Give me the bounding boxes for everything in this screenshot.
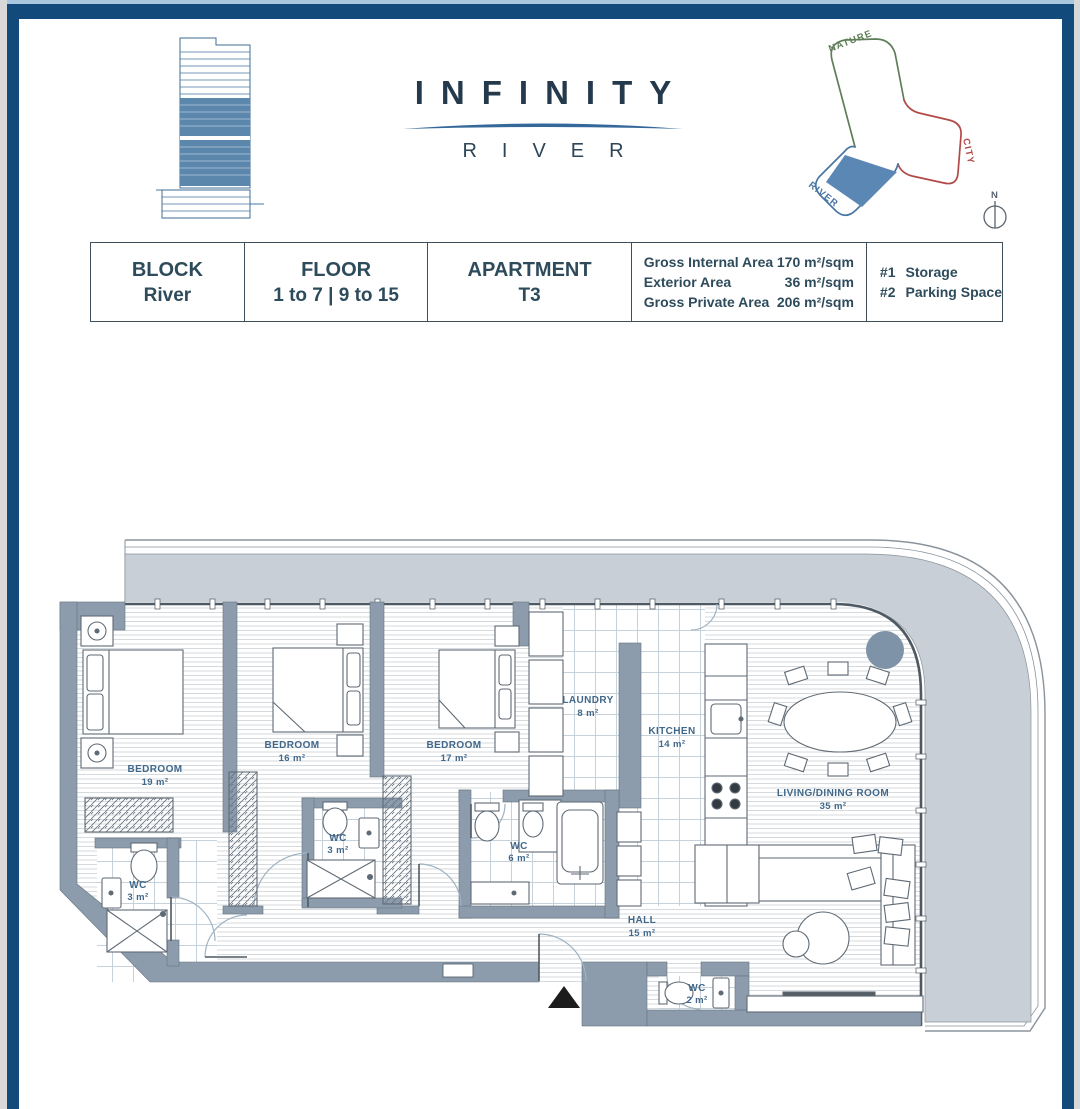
- pantry-icon: [617, 812, 641, 906]
- apartment-label: APARTMENT: [467, 258, 592, 281]
- floor-plan: [47, 528, 1057, 1056]
- apartment-cell: [428, 243, 631, 321]
- room-label: WC: [688, 983, 706, 994]
- nature-label: NATURE: [827, 28, 875, 55]
- svg-text:N: N: [991, 190, 1000, 201]
- room-area: 3 m²: [327, 845, 349, 856]
- room-label: WC: [329, 833, 347, 844]
- city-arm: [898, 100, 961, 184]
- room-label: BEDROOM: [264, 740, 320, 751]
- sink-icon: [102, 878, 121, 908]
- apartment-value: T3: [518, 284, 541, 306]
- page-border-top: [7, 4, 1074, 19]
- logo-title: INFINITY: [414, 74, 689, 111]
- toilet-icon: [323, 802, 347, 836]
- nightstand-icon: [81, 616, 113, 646]
- wardrobe-icon: [383, 776, 411, 904]
- room-label: WC: [510, 841, 528, 852]
- sink-icon: [359, 818, 379, 848]
- wardrobe-icon: [85, 798, 173, 832]
- room-area: 8 m²: [577, 708, 599, 719]
- bathtub-icon: [557, 802, 603, 884]
- vanity-icon: [471, 882, 529, 904]
- room-label: WC: [129, 880, 147, 891]
- compass-icon: [984, 190, 1006, 228]
- room-area: 16 m²: [278, 753, 306, 764]
- coffee-table-icon: [783, 931, 809, 957]
- room-label: HALL: [627, 915, 657, 926]
- entrance-arrow-icon: [548, 986, 580, 1008]
- shower-icon: [307, 860, 375, 898]
- tower-building-icon: [150, 28, 270, 233]
- room-label: KITCHEN: [648, 726, 696, 737]
- room-area: 35 m²: [819, 801, 847, 812]
- river-label: RIVER: [806, 179, 841, 210]
- room-area: 6 m²: [508, 853, 530, 864]
- room-label: LAUNDRY: [562, 695, 614, 706]
- room-area: 19 m²: [141, 777, 169, 788]
- toilet-icon: [131, 843, 157, 882]
- nightstand-icon: [81, 738, 113, 768]
- nightstand-icon: [495, 732, 519, 752]
- page-border-right: [1062, 4, 1074, 1109]
- extras-cell: [867, 243, 1002, 321]
- room-area: 17 m²: [440, 753, 468, 764]
- area-row: Gross Internal Area 170 m²/sqm: [643, 254, 854, 270]
- sink-icon: [713, 978, 729, 1008]
- extra-row: #2 Parking Space: [879, 284, 1002, 300]
- block-cell: [91, 243, 245, 321]
- bed-icon: [439, 650, 515, 728]
- swoosh-icon: [403, 121, 683, 133]
- nightstand-icon: [495, 626, 519, 646]
- room-area: 2 m²: [686, 995, 708, 1006]
- apartment-info-table: [90, 242, 1003, 322]
- hall-window: [443, 964, 473, 977]
- bidet-icon: [523, 803, 543, 837]
- bed-icon: [273, 648, 363, 732]
- room-label: LIVING/DINING ROOM: [776, 788, 890, 799]
- nightstand-icon: [337, 624, 363, 645]
- room-area: 15 m²: [628, 928, 656, 939]
- toilet-icon: [475, 803, 499, 841]
- room-label: BEDROOM: [127, 764, 183, 775]
- city-label: CITY: [960, 137, 977, 166]
- room-label: BEDROOM: [426, 740, 482, 751]
- floor-label: FLOOR: [301, 258, 372, 281]
- block-value: River: [143, 284, 192, 306]
- room-area: 14 m²: [658, 739, 686, 750]
- area-row: Gross Private Area 206 m²/sqm: [643, 294, 854, 310]
- logo: [373, 74, 713, 163]
- room-area: 3 m²: [127, 892, 149, 903]
- block-label: BLOCK: [131, 258, 203, 281]
- wardrobe-icon: [229, 772, 257, 906]
- area-row: Exterior Area 36 m²/sqm: [643, 274, 854, 290]
- floor-value: 1 to 7 | 9 to 15: [273, 284, 399, 306]
- bed-icon: [83, 650, 183, 734]
- nightstand-icon: [337, 735, 363, 756]
- page: [7, 0, 1074, 1109]
- column: [866, 631, 904, 669]
- areas-cell: [632, 243, 867, 321]
- screen-edge: [1074, 0, 1080, 1109]
- floor-cell: [245, 243, 429, 321]
- sink-icon: [711, 704, 741, 734]
- nature-arm: [831, 39, 904, 147]
- shower-icon: [107, 910, 167, 952]
- logo-subtitle: RIVER: [462, 140, 649, 162]
- extra-row: #1 Storage: [879, 264, 958, 280]
- page-border-left: [7, 4, 19, 1109]
- site-orientation-diagram: [800, 14, 1015, 236]
